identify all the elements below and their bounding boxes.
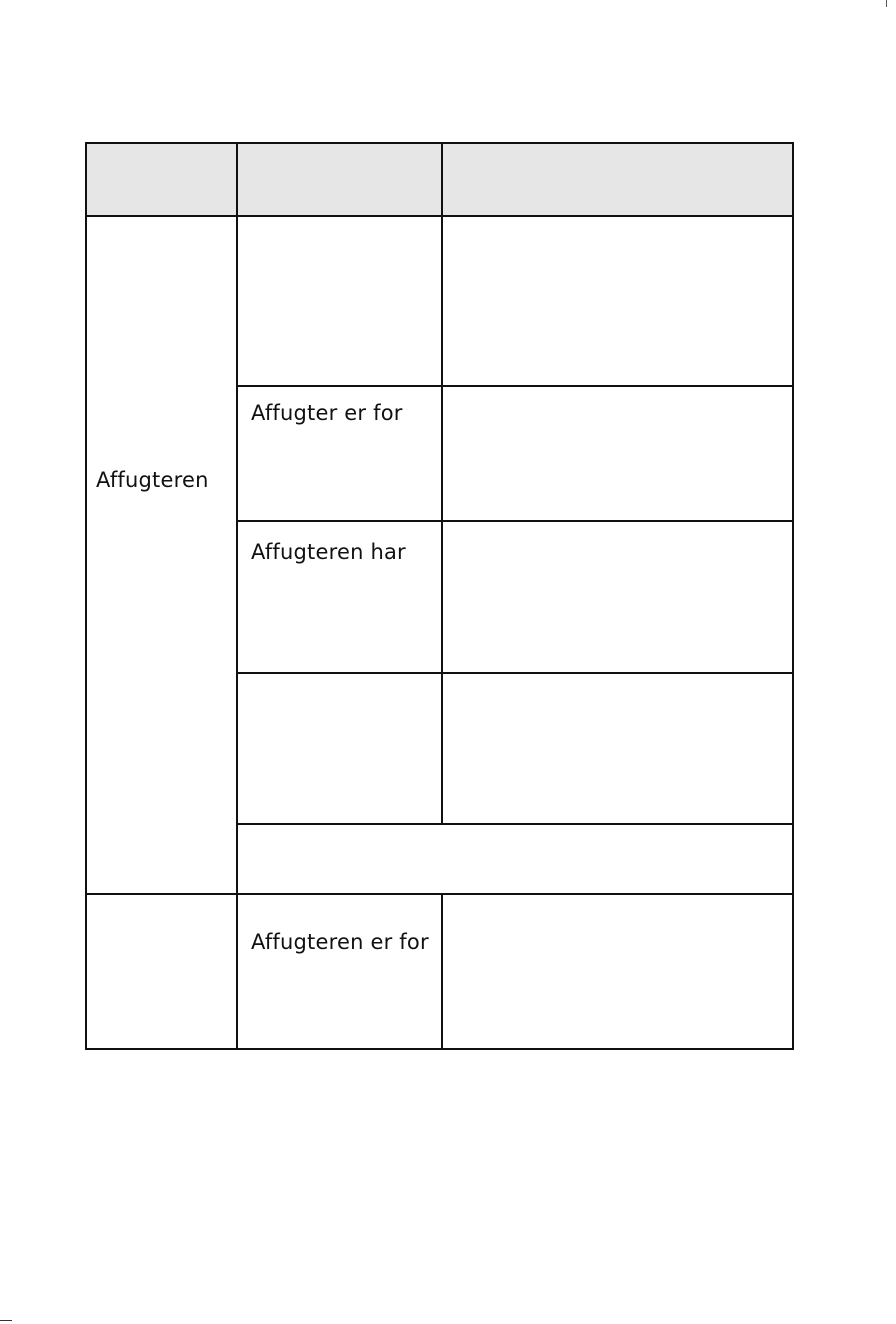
- header-divider: [87, 215, 792, 217]
- column-divider: [441, 144, 443, 825]
- cause-cell: Affugteren har: [251, 540, 406, 564]
- cause-cell: Affugteren er for: [251, 930, 429, 954]
- row-divider: [237, 520, 792, 522]
- crop-mark-top: [886, 0, 887, 7]
- column-divider: [236, 144, 238, 1048]
- problem-label: Affugteren: [96, 468, 209, 492]
- row-divider: [237, 823, 792, 825]
- row-divider: [237, 672, 792, 674]
- table-header-row: [87, 144, 792, 216]
- column-divider: [441, 894, 443, 1048]
- cause-cell: Affugter er for: [251, 401, 403, 425]
- troubleshooting-table: [85, 142, 794, 1050]
- group-divider: [87, 893, 792, 895]
- row-divider: [237, 385, 792, 387]
- crop-mark-bottom: [0, 1320, 12, 1321]
